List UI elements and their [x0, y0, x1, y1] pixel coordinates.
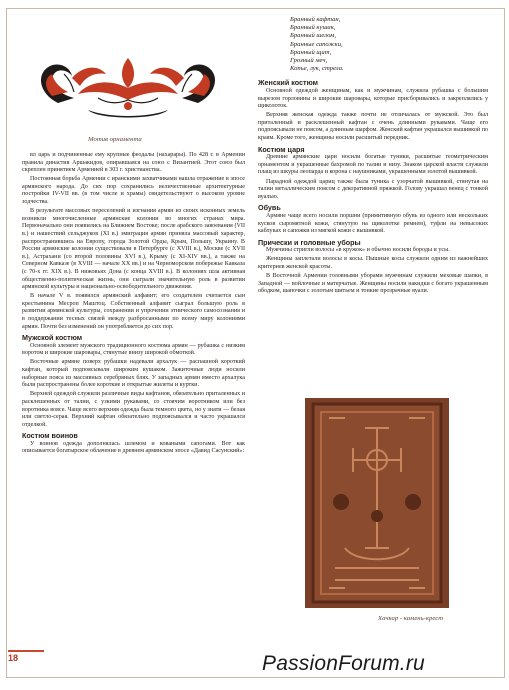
- paragraph: Армяне чаще всего носили поршни (примитивную обувь из одного или нескольких кусков сыромятной кожи, стянутую на щиколотке ремнем), туфли на невысоких каблуках и сапожки из мягкой кожи с вышивкой.: [258, 212, 488, 235]
- paragraph: Восточные армяне поверх рубашки надевали архалук — распашной короткий кафтан, который подпоясывали широким кушаком. Зажиточные люди носили наборные пояса из массивных серебряных блях. У западных армян вместо архалука были распространены более короткие и открытые жилеты и куртки.: [22, 359, 245, 389]
- paragraph: В результате массовых переселений и изгнания армян из своих исконных земель возникли многочисленные армянские колонии во многих странах мира. Первоначально они появились на Ближнем Востоке; после арабского завоевания (VII в.) и нашествий сельджуков (XI в.) эмиграция армян приняла массовый характер, распространившись на Европу, города Золотой Орды, Крым, Польшу, Украину. В России армянские колонии существовали в Петербурге (с XVIII в.), Москве (с XVII в.), Астрахани (со второй половины XVI в.), Крыму (с XI-XIV вв.), а также на Северном Кавказе (в XVIII — начале XX вв.) и на Черноморском побережье Кавказа (с 70-х гг. XIX в.). В нижовьях Дона (с конца XVIII в.). В колониях шла активная общественно-политическая жизнь, они сыграли значительную роль в развитии армянской культуры и национально-освободительного движения.: [22, 208, 245, 291]
- poem-line: Копье, лук, стрела.: [290, 65, 344, 73]
- poem-line: Бранный кафтан,: [290, 16, 341, 23]
- khachkar-caption: Хачкар - камень-крест: [378, 615, 444, 622]
- page-number: 18: [8, 650, 44, 663]
- intro-text: [22, 152, 245, 331]
- shoes-text: [258, 213, 488, 236]
- shoes-heading: Обувь: [258, 203, 281, 213]
- women-costume-heading: Женский костюм: [258, 78, 318, 88]
- men-costume-text: [22, 343, 245, 430]
- king-costume-text: [258, 154, 488, 201]
- watermark: PassionForum.ru: [262, 652, 425, 675]
- king-costume-heading: Костюм царя: [258, 144, 305, 154]
- paragraph: Женщины заплетали волосы в косы. Пышные косы служили одним из важнейших критериев женской красоты.: [258, 256, 488, 270]
- paragraph: вл царь и подчиненные ему крупные феодалы (нахарары). По 428 г. в Армении правила династия Аршакидов, опиравшаяся на союз с Византией. Этот союз был скреплен принятием Арменией в 303 г. христианства.: [22, 152, 245, 174]
- paragraph: У воинов одежда дополнялась шлемом и коваными сапогами. Вот как описывается богатырское облачение в древнем армянском эпосе «Давид Сасунский»:: [22, 440, 245, 455]
- paragraph: Основной элемент мужского традиционного костюма армян — рубашка с низким воротом и широкие шаровары, стянутые внизу широкой обмоткой.: [22, 342, 245, 357]
- khachkar-photo: [305, 398, 449, 608]
- men-costume-heading: Мужской костюм: [22, 333, 83, 343]
- paragraph: В начале V в. появился армянский алфавит; его создателем считается сын крестьянина Месроп Маштоц. Собственный алфавит сыграл большую роль в развитии армянской культуры, сохранении и упрочении этнического самосознания и в поддержании тесных связей между разбросанными по всему миру колониями армян. Почти без изменений он употребляется до сих пор.: [22, 293, 245, 330]
- left-column: [22, 152, 245, 458]
- epic-poem-excerpt: [290, 16, 488, 73]
- poem-line: Грозный меч,: [290, 57, 328, 65]
- poem-line: Бранные сапожки,: [290, 40, 343, 48]
- hair-heading: Прически и головные уборы: [258, 237, 361, 247]
- paragraph: В Восточной Армении головными уборами мужчинам служили меховые шапки, в Западной — войлочные и матерчатые. Женщины носили накидки с богато украшенным ободком, шапочки с золотым шитьем и тонкие прозрачные вуали.: [258, 273, 488, 295]
- right-column: [258, 16, 488, 297]
- paragraph: Верхняя женская одежда также почти не отличалась от мужской. Это был приталенный и расклешенный кафтан с очень длинными рукавами. Чаще его подпоясывали не поясом, а длинным шарфом. Женский кафтан украшался вышивкой по краям. Кроме того, женщины носили расшитый передник.: [258, 112, 488, 142]
- ornament-motif-illustration: [28, 48, 228, 128]
- hair-text: [258, 247, 488, 296]
- women-costume-text: [258, 88, 488, 143]
- warriors-costume-text: [22, 441, 245, 456]
- poem-line: Бранный шелом,: [290, 32, 337, 40]
- warriors-costume-heading: Костюм воинов: [22, 431, 78, 441]
- paragraph: Мужчины стригли волосы «в кружок» и обычно носили бороды и усы.: [266, 247, 450, 254]
- poem-line: Бранный щит,: [290, 48, 332, 56]
- paragraph: Парадной одеждой цариц также была туника с узорчатой вышивкой, стянутая на талии металлическим поясом с декоративной пряжкой. Голову украшал венец с тонкой вуалью.: [258, 178, 488, 200]
- ornament-caption: Мотив орнамента: [88, 136, 142, 143]
- poem-line: Бранный кушак,: [290, 24, 336, 32]
- paragraph: Верхней одеждой служили различные виды кафтанов, обязательно приталенных и расклешенных от талии, с узкими рукавами, со стоячим воротником или без воротника вовсе. Чаще всего верхняя одежда была темного цвета, но у знати — белая или светло-серая. Верхний кафтан обязательно подпоясывался и часто украшался отделкой.: [22, 391, 245, 428]
- paragraph: Основной одеждой женщинам, как и мужчинам, служила рубашка с большим вырезом горловины и широкие шаровары, которые присборивались и закреплялись у щиколоток.: [258, 88, 488, 110]
- paragraph: Древние армянские цари носили богатые туники, расшитые геометрическим орнаментом и украшенные бахромой по талии и низу. Знаком царской власти служили плащ из шкуры леопарда и корона с наушниками, украшенными золотой вышивкой.: [258, 154, 488, 176]
- paragraph: Постоянная борьба Армении с иранскими захватчиками нашла отражение в эпосе армянского народа. До сих пор сохранились величественные архитектурные постройки IV-VII вв. (в том числе и храмы) свидетельствуют о высоком уровне зодчества.: [22, 176, 245, 206]
